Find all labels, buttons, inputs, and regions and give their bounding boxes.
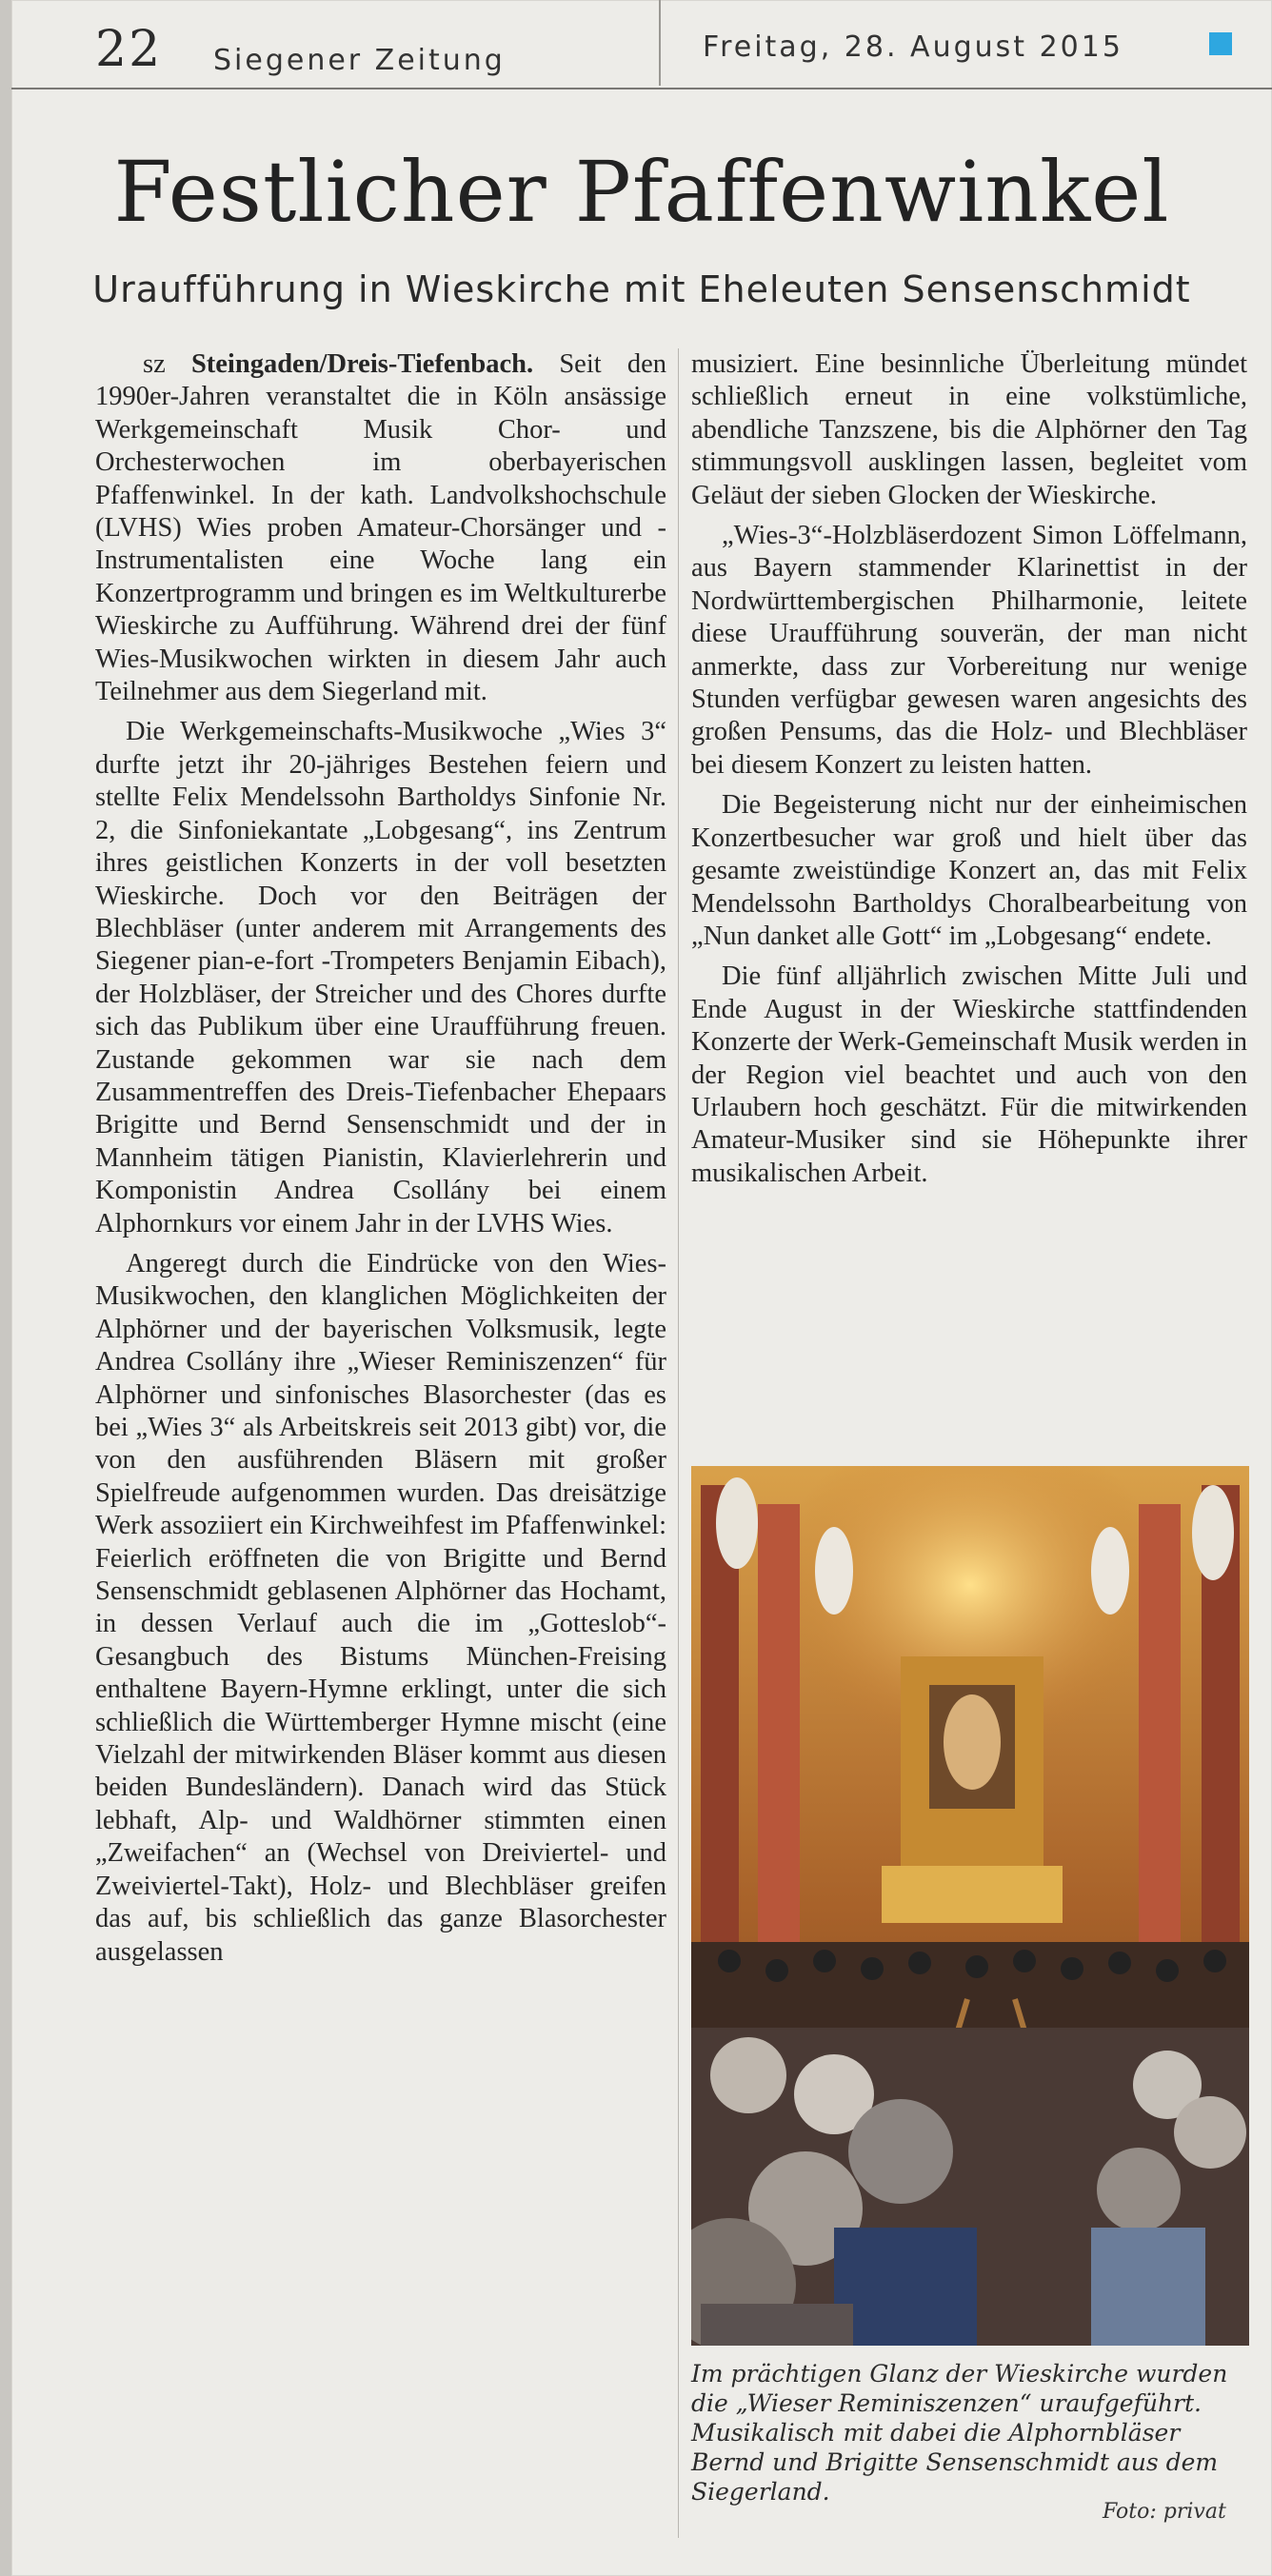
paragraph-1 bbox=[95, 348, 666, 708]
newspaper-name: Siegener Zeitung bbox=[213, 44, 506, 77]
paragraph-2: Die Werkgemeinschafts-Musikwoche „Wies 3“ durfte jetzt ihr 20-jähriges Bestehen feiern und stellte Felix Mendelssohn Bartholdys Sinfonie Nr. 2, die Sinfoniekantate „Lobgesang“, ins Zentrum ihres geistlichen Konzerts in der voll besetzten Wieskirche. Doch vor den Beiträgen der Blechbläser (unter anderem mit Arrangements des Siegener pian-e-fort -Trompeters Benjamin Eibach), der Holzbläser, der Streicher und des Chores durfte sich das Publikum über eine Uraufführung freuen. Zustande gekommen war sie nach dem Zusammentreffen des Dreis-Tiefenbacher Ehepaars Brigitte und Bernd Sensenschmidt und der in Mannheim tätigen Pianistin, Klavierlehrerin und Komponistin Andrea Csollány bei einem Alphornkurs vor einem Jahr in der LVHS Wies. bbox=[95, 717, 666, 1238]
page-number: 22 bbox=[95, 21, 163, 78]
newspaper-page bbox=[11, 0, 1272, 2576]
column-divider bbox=[678, 348, 679, 2538]
paragraph-1-text: Seit den 1990er-Jahren veranstaltet die in Köln ansässige Werkgemeinschaft Musik Chor- und Orchesterwochen im oberbayerischen Pfaffenwinkel. In der kath. Landvolkshochschule (LVHS) Wies proben Amateur-Chorsänger und -Instrumentalisten eine Woche lang ein Konzertprogramm und bringen es im Weltkulturerbe Wieskirche zu Aufführung. Während drei der fünf Wies-Musikwochen wirkten in diesem Jahr auch Teilnehmer aus dem Siegerland mit. bbox=[95, 349, 666, 707]
subheadline: Uraufführung in Wieskirche mit Eheleuten Sensenschmidt bbox=[92, 268, 1191, 310]
page-header bbox=[11, 0, 1272, 89]
paragraph-4: musiziert. Eine besinnliche Überleitung mündet schließlich erneut in eine volkstümliche, abendliche Tanzszene, bis die Alphörner den Tag stimmungsvoll ausklingen lassen, begleitet vom Geläut der sieben Glocken der Wieskirche. bbox=[691, 349, 1247, 510]
paragraph-7: Die fünf alljährlich zwischen Mitte Juli und Ende August in der Wieskirche stattfindenden Konzerte der Werk-Gemeinschaft Musik werden in der Region viel beachtet und auch von den Urlaubern hoch geschätzt. Für die mitwirkenden Amateur-Musiker sind sie Höhepunkte ihrer musikalischen Arbeit. bbox=[691, 961, 1247, 1188]
paragraph-6: Die Begeisterung nicht nur der einheimischen Konzertbesucher war groß und hielt über das gesamte zweistündige Konzert an, das mit Felix Mendelssohn Bartholdys Choralbearbeitung von „Nun danket alle Gott“ im „Lobgesang“ endete. bbox=[691, 790, 1247, 951]
headline: Festlicher Pfaffenwinkel bbox=[113, 143, 1170, 241]
article-column-right bbox=[691, 348, 1247, 1472]
dateline: Steingaden/Dreis-Tiefenbach. bbox=[190, 349, 534, 379]
color-marker-square bbox=[1209, 32, 1232, 55]
paragraph-5: „Wies-3“-Holzbläserdozent Simon Löffelmann, aus Bayern stammender Klarinettist in der Nordwürttembergischen Philharmonie, leitete diese Uraufführung souverän, der man nicht anmerkte, dass zur Vorbereitung nur wenige Stunden verfügbar gewesen waren angesichts des großen Pensums, das die Holz- und Blechbläser bei diesem Konzert zu leisten hatten. bbox=[691, 521, 1247, 780]
paragraph-3: Angeregt durch die Eindrücke von den Wies-Musikwochen, den klanglichen Möglichkeiten der Alphörner und der bayerischen Volksmusik, legte Andrea Csollány ihre „Wieser Reminiszenzen“ für Alphörner und sinfonisches Blasorchester (das es bei „Wies 3“ als Arbeitskreis seit 2013 gibt) vor, die von den ausführenden Bläsern mit großer Spielfreude aufgenommen wurden. Das dreisätzige Werk assoziiert ein Kirchweihfest im Pfaffenwinkel: Feierlich eröffneten die von Brigitte und Bernd Sensenschmidt geblasenen Alphörner das Hochamt, in dessen Verlauf auch die im „Gotteslob“-Gesangbuch des Bistums München-Freising enthaltene Bayern-Hymne erklingt, unter die sich schließlich die Württemberger Hymne mischt (eine Vielzahl der mitwirkenden Bläser kommt aus diesen beiden Bundesländern). Danach wird das Stück lebhaft, Alp- und Waldhörner stimmten einen „Zweifachen“ an (Wechsel von Dreiviertel- und Zweiviertel-Takt), Holz- und Blechbläser greifen das auf, bis schließlich das ganze Blasorchester ausgelassen bbox=[95, 1248, 666, 1967]
article-column-left bbox=[95, 348, 666, 2538]
dateline-prefix: sz bbox=[143, 349, 191, 379]
photo-caption: Im prächtigen Glanz der Wieskirche wurden die „Wieser Reminiszenzen“ uraufgeführt. Musikalisch mit dabei die Alphornbläser Bernd und Brigitte Sensenschmidt aus dem Siegerland. bbox=[691, 2360, 1228, 2506]
church-concert-photo bbox=[691, 1466, 1249, 2346]
header-divider bbox=[659, 0, 661, 86]
issue-date: Freitag, 28. August 2015 bbox=[703, 30, 1123, 64]
photo-credit: Foto: privat bbox=[1103, 2500, 1226, 2524]
